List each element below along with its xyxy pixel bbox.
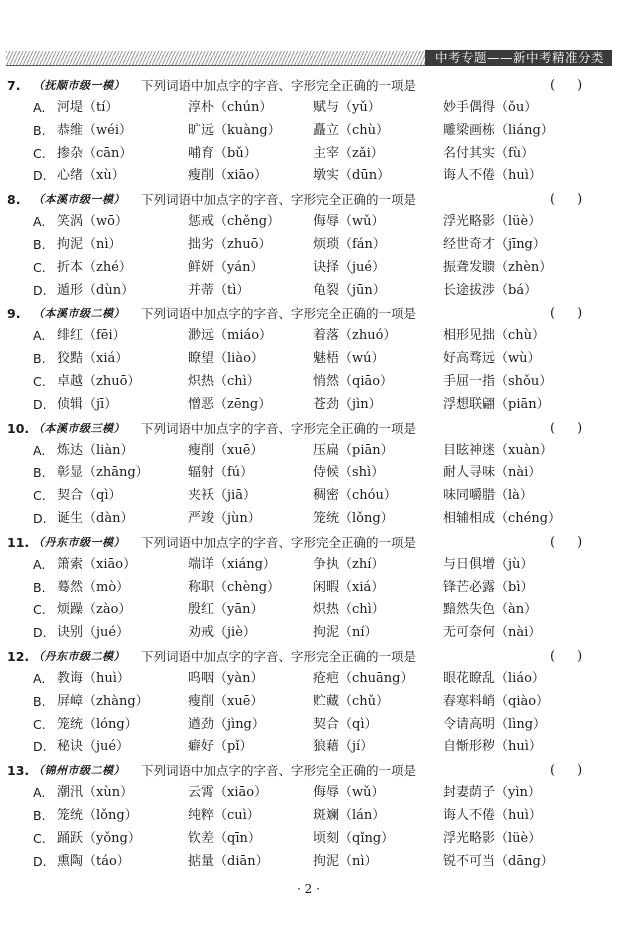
option-row <box>0 234 617 257</box>
word-cell: 顷刻（qǐng） <box>313 830 395 846</box>
question-header <box>0 302 617 325</box>
option-letter: D. <box>33 625 47 641</box>
word-cell: 贮藏（chǔ） <box>313 693 390 709</box>
word-cell: 河堤（tí） <box>57 100 119 115</box>
option-row <box>0 211 617 234</box>
question-stem: 下列词语中加点字的字音、字形完全正确的一项是 <box>141 192 417 208</box>
word-cell: 劝戒（jiè） <box>188 625 256 641</box>
word-cell: 侮辱（wǔ） <box>313 785 385 801</box>
question-9 <box>0 302 617 416</box>
question-stem: 下列词语中加点字的字音、字形完全正确的一项是 <box>141 648 417 664</box>
question-8 <box>0 188 617 302</box>
option-row <box>0 348 617 371</box>
option-row <box>0 325 617 348</box>
question-stem: 下列词语中加点字的字音、字形完全正确的一项是 <box>141 78 417 93</box>
word-cell: 相辅相成（chéng） <box>443 510 562 526</box>
word-cell: 目眩神迷（xuàn） <box>443 442 553 458</box>
word-cell: 钦差（qīn） <box>188 830 261 846</box>
option-letter: B. <box>33 693 46 709</box>
word-cell: 主宰（zǎi） <box>313 145 384 161</box>
word-cell: 拘泥（ní） <box>313 625 378 641</box>
option-row <box>0 851 617 874</box>
word-cell: 契合（qì） <box>57 488 122 504</box>
question-source: （本溪市级一模） <box>33 193 125 207</box>
option-row <box>0 97 617 120</box>
option-letter: D. <box>33 282 47 298</box>
word-cell: 耐人寻味（nài） <box>443 465 542 481</box>
question-source: （抚顺市级一模） <box>33 79 125 92</box>
word-cell: 振聋发聩（zhèn） <box>443 259 553 275</box>
option-row <box>0 622 617 645</box>
word-cell: 封妻荫子（yìn） <box>443 785 541 801</box>
word-cell: 矗立（chù） <box>313 122 390 138</box>
word-cell: 赋与（yǔ） <box>313 100 381 115</box>
option-letter: D. <box>33 168 47 184</box>
word-cell: 悄然（qiāo） <box>313 373 394 389</box>
word-cell: 拘泥（nì） <box>57 236 122 252</box>
word-cell: 掂量（diān） <box>188 853 269 869</box>
word-cell: 苍劲（jìn） <box>313 396 382 412</box>
word-cell: 瘦削（xuē） <box>188 442 264 458</box>
word-cell: 墩实（dūn） <box>313 168 391 184</box>
option-row <box>0 599 617 622</box>
option-row <box>0 440 617 463</box>
word-cell: 令请高明（lìng） <box>443 716 547 732</box>
word-cell: 癖好（pǐ） <box>188 739 253 755</box>
word-cell: 侦辑（jī） <box>57 396 118 412</box>
word-cell: 笼统（lǒng） <box>313 510 394 526</box>
answer-bracket[interactable]: ( ) <box>550 763 583 779</box>
word-cell: 云霄（xiāo） <box>188 785 268 801</box>
question-number: 7. <box>7 78 21 93</box>
word-cell: 春寒料峭（qiào） <box>443 693 550 709</box>
question-header <box>0 417 617 440</box>
option-letter: A. <box>33 328 46 344</box>
word-cell: 笑涡（wō） <box>57 214 128 230</box>
option-letter: B. <box>33 236 46 252</box>
word-cell: 旷远（kuàng） <box>188 122 281 138</box>
question-header <box>0 531 617 554</box>
word-cell: 哺育（bǔ） <box>188 145 257 161</box>
word-cell: 味同嚼腊（là） <box>443 488 533 504</box>
word-cell: 绯红（fēi） <box>57 328 126 344</box>
question-source: （本溪市级二模） <box>33 307 125 321</box>
word-cell: 拙劣（zhuō） <box>188 236 272 252</box>
option-row <box>0 691 617 714</box>
header-banner <box>6 51 612 66</box>
option-letter: D. <box>33 510 47 526</box>
word-cell: 纯粹（cuì） <box>188 807 260 823</box>
option-letter: C. <box>33 259 46 275</box>
word-cell: 夹袄（jiā） <box>188 488 256 504</box>
question-header <box>0 645 617 668</box>
word-cell: 龟裂（jūn） <box>313 282 386 298</box>
word-cell: 烦琐（fán） <box>313 236 386 252</box>
question-source: （本溪市级三模） <box>33 421 125 435</box>
word-cell: 箫索（xiāo） <box>57 556 137 572</box>
word-cell: 眼花瞭乱（liáo） <box>443 670 545 686</box>
question-source: （锦州市级二模） <box>33 764 125 778</box>
word-cell: 长途拔涉（bá） <box>443 282 538 298</box>
word-cell: 争执（zhí） <box>313 556 385 572</box>
word-cell: 憎恶（zēng） <box>188 396 272 412</box>
word-cell: 妙手偶得（ǒu） <box>443 100 538 115</box>
option-letter: C. <box>33 830 46 846</box>
word-cell: 契合（qì） <box>313 716 378 732</box>
answer-bracket[interactable]: ( ) <box>550 534 583 550</box>
word-cell: 着落（zhuó） <box>313 328 397 344</box>
word-cell: 锐不可当（dāng） <box>443 853 554 869</box>
question-number: 9. <box>7 306 21 322</box>
option-row <box>0 714 617 737</box>
option-row <box>0 165 617 188</box>
option-letter: A. <box>33 442 46 458</box>
option-row <box>0 120 617 143</box>
question-number: 10. <box>7 420 30 436</box>
word-cell: 踊跃（yǒng） <box>57 830 141 846</box>
option-row <box>0 805 617 828</box>
word-cell: 卓越（zhuō） <box>57 373 141 389</box>
word-cell: 瘦削（xiāo） <box>188 168 268 184</box>
word-cell: 潮汛（xùn） <box>57 785 134 801</box>
question-10 <box>0 417 617 531</box>
word-cell: 浮光略影（lüè） <box>443 214 542 230</box>
answer-bracket[interactable]: ( ) <box>550 192 583 208</box>
word-cell: 狡黠（xiá） <box>57 351 129 367</box>
word-cell: 屏嶂（zhàng） <box>57 693 149 709</box>
word-cell: 称职（chèng） <box>188 579 281 595</box>
option-row <box>0 280 617 303</box>
option-row <box>0 736 617 759</box>
option-row <box>0 257 617 280</box>
word-cell: 炼达（liàn） <box>57 442 134 458</box>
option-letter: A. <box>33 100 46 115</box>
word-cell: 稠密（chóu） <box>313 488 397 504</box>
question-number: 13. <box>7 763 30 779</box>
word-cell: 教诲（huì） <box>57 670 130 686</box>
word-cell: 恭维（wéi） <box>57 122 132 138</box>
word-cell: 彰显（zhāng） <box>57 465 149 481</box>
question-11 <box>0 531 617 645</box>
option-row <box>0 577 617 600</box>
option-row <box>0 508 617 531</box>
word-cell: 名付其实（fù） <box>443 145 535 161</box>
word-cell: 疮疤（chuāng） <box>313 670 414 686</box>
option-letter: D. <box>33 853 47 869</box>
option-row <box>0 782 617 805</box>
word-cell: 侮辱（wǔ） <box>313 214 385 230</box>
question-stem: 下列词语中加点字的字音、字形完全正确的一项是 <box>141 420 417 436</box>
word-cell: 折本（zhé） <box>57 259 132 275</box>
word-cell: 诞生（dàn） <box>57 510 134 526</box>
word-cell: 炽热（chì） <box>188 373 260 389</box>
option-letter: D. <box>33 739 47 755</box>
word-cell: 心绪（xù） <box>57 168 125 184</box>
word-cell: 瞭望（liào） <box>188 351 264 367</box>
option-row <box>0 554 617 577</box>
question-12 <box>0 645 617 759</box>
word-cell: 闲暇（xiá） <box>313 579 385 595</box>
question-number: 8. <box>7 192 21 208</box>
word-cell: 炽热（chì） <box>313 602 385 618</box>
option-letter: C. <box>33 488 46 504</box>
word-cell: 压扁（piān） <box>313 442 394 458</box>
option-letter: C. <box>33 373 46 389</box>
question-header <box>0 74 617 97</box>
word-cell: 遒劲（jìng） <box>188 716 265 732</box>
option-letter: B. <box>33 465 46 481</box>
option-row <box>0 668 617 691</box>
option-letter: C. <box>33 145 46 161</box>
question-source: （丹东市级一模） <box>33 535 125 549</box>
option-letter: A. <box>33 214 46 230</box>
option-row <box>0 462 617 485</box>
word-cell: 手屈一指（shǒu） <box>443 373 553 389</box>
answer-bracket[interactable]: ( ) <box>550 78 583 93</box>
answer-bracket[interactable]: ( ) <box>550 420 583 436</box>
word-cell: 诲人不倦（huì） <box>443 168 542 184</box>
word-cell: 殷红（yān） <box>188 602 264 618</box>
option-letter: A. <box>33 785 46 801</box>
option-letter: B. <box>33 579 46 595</box>
word-cell: 诲人不倦（huì） <box>443 807 542 823</box>
word-cell: 黯然失色（àn） <box>443 602 538 618</box>
word-cell: 笼统（lóng） <box>57 716 138 732</box>
answer-bracket[interactable]: ( ) <box>550 648 583 664</box>
word-cell: 拘泥（nì） <box>313 853 378 869</box>
word-cell: 烦躁（zào） <box>57 602 132 618</box>
word-cell: 好高骛远（wù） <box>443 351 541 367</box>
question-list <box>0 74 617 873</box>
question-source: （丹东市级二模） <box>33 649 125 663</box>
answer-bracket[interactable]: ( ) <box>550 306 583 322</box>
question-stem: 下列词语中加点字的字音、字形完全正确的一项是 <box>141 534 417 550</box>
word-cell: 熏陶（táo） <box>57 853 130 869</box>
question-header <box>0 759 617 782</box>
word-cell: 遁形（dùn） <box>57 282 135 298</box>
word-cell: 笼统（lǒng） <box>57 807 138 823</box>
word-cell: 锋芒必露（bì） <box>443 579 534 595</box>
option-letter: B. <box>33 807 46 823</box>
word-cell: 浮光略影（lüè） <box>443 830 542 846</box>
question-stem: 下列词语中加点字的字音、字形完全正确的一项是 <box>141 763 417 779</box>
option-letter: D. <box>33 396 47 412</box>
word-cell: 经世奇才（jīng） <box>443 236 546 252</box>
word-cell: 渺远（miáo） <box>188 328 273 344</box>
word-cell: 秘诀（jué） <box>57 739 130 755</box>
word-cell: 鲜妍（yán） <box>188 259 264 275</box>
page-number: · 2 · <box>297 882 320 896</box>
option-row <box>0 143 617 166</box>
question-13 <box>0 759 617 873</box>
word-cell: 诀择（jué） <box>313 259 386 275</box>
option-row <box>0 394 617 417</box>
word-cell: 狼藉（jí） <box>313 739 374 755</box>
word-cell: 雕梁画栋（liáng） <box>443 122 554 138</box>
option-row <box>0 485 617 508</box>
word-cell: 浮想联翩（piān） <box>443 396 550 412</box>
option-letter: C. <box>33 716 46 732</box>
word-cell: 掺杂（cān） <box>57 145 133 161</box>
word-cell: 侍候（shì） <box>313 465 385 481</box>
word-cell: 无可奈何（nài） <box>443 625 542 641</box>
word-cell: 严竣（jùn） <box>188 510 261 526</box>
word-cell: 瘦削（xuē） <box>188 693 264 709</box>
option-letter: B. <box>33 351 46 367</box>
word-cell: 端详（xiáng） <box>188 556 276 572</box>
word-cell: 自惭形秽（huì） <box>443 739 542 755</box>
word-cell: 并蒂（tì） <box>188 282 250 298</box>
option-letter: C. <box>33 602 46 618</box>
header-label: 中考专题——新中考精准分类 <box>425 50 612 66</box>
option-letter: A. <box>33 556 46 572</box>
question-number: 12. <box>7 648 30 664</box>
word-cell: 淳朴（chún） <box>188 100 273 115</box>
word-cell: 辐射（fú） <box>188 465 254 481</box>
option-letter: B. <box>33 122 46 138</box>
question-header <box>0 188 617 211</box>
question-7 <box>0 74 617 188</box>
option-letter: A. <box>33 670 46 686</box>
option-row <box>0 828 617 851</box>
word-cell: 惩戒（chěng） <box>188 214 281 230</box>
question-stem: 下列词语中加点字的字音、字形完全正确的一项是 <box>141 306 417 322</box>
word-cell: 魅梧（wú） <box>313 351 385 367</box>
option-row <box>0 371 617 394</box>
word-cell: 与日俱增（jù） <box>443 556 534 572</box>
word-cell: 相形见拙（chù） <box>443 328 546 344</box>
question-number: 11. <box>7 534 30 550</box>
word-cell: 斑斓（lán） <box>313 807 386 823</box>
word-cell: 诀别（jué） <box>57 625 130 641</box>
word-cell: 呜咽（yàn） <box>188 670 264 686</box>
word-cell: 蓦然（mò） <box>57 579 130 595</box>
